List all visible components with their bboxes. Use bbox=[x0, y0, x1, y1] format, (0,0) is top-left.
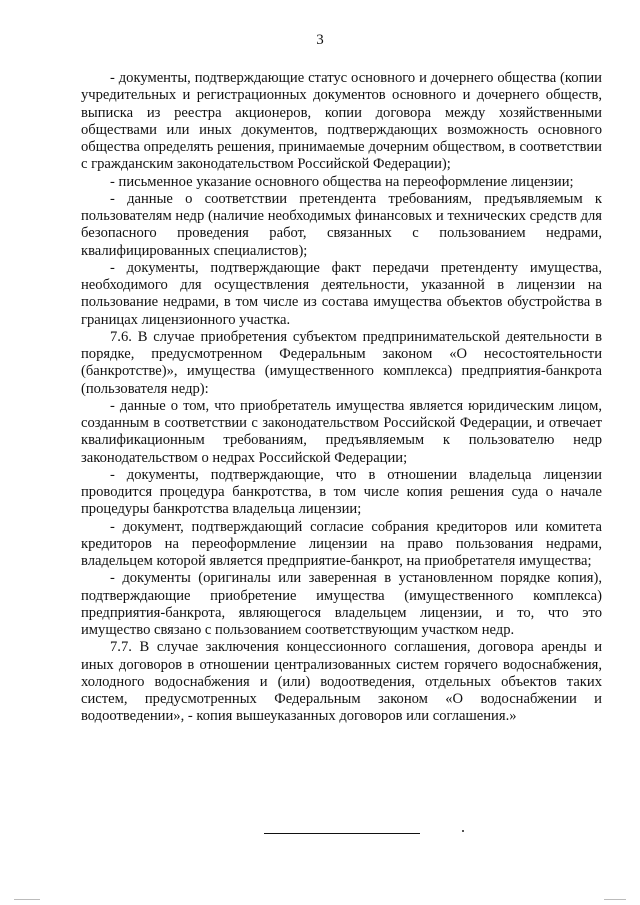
footer-divider-line bbox=[264, 833, 420, 834]
scan-edge-mark-left bbox=[14, 899, 40, 900]
paragraph-clause-7-7: 7.7. В случае заключения концессионного соглашения, договора аренды и иных договоров в отношении централизованных систем горячего водоснабжения, холодного водоснабжения и (или) водоотведения, отдельных объектов таких систем, предусмотренных Федеральным законом «О водоснабжении и водоотведении», - копия вышеуказанных договоров или соглашения.» bbox=[81, 639, 602, 725]
paragraph-acquirer-legal-entity: - данные о том, что приобретатель имущества является юридическим лицом, созданным в соответствии с законодательством Российской Федерации, и отвечает квалификационным требованиям, предъявляемым к пользователю недр законодательством о недрах Российской Федерации; bbox=[81, 397, 602, 466]
scan-edge-mark-right bbox=[604, 899, 626, 900]
paragraph-creditors-consent: - документ, подтверждающий согласие собрания кредиторов или комитета кредиторов на переоформление лицензии на право пользования недрами, владельцем которой является предприятие-банкрот, на приобретателя имущества; bbox=[81, 518, 602, 569]
scan-dot-mark bbox=[462, 830, 464, 832]
paragraph-applicant-requirements: - данные о соответствии претендента требованиям, предъявляемым к пользователям недр (наличие необходимых финансовых и технических средств для безопасного проведения работ, связанных с пользованием недрами, квалифицированных специалистов); bbox=[81, 190, 602, 259]
paragraph-bankruptcy-procedure: - документы, подтверждающие, что в отношении владельца лицензии проводится процедура банкротства, в том числе копия решения суда о начале процедуры банкротства владельца лицензии; bbox=[81, 466, 602, 518]
document-body bbox=[81, 70, 602, 726]
paragraph-clause-7-6: 7.6. В случае приобретения субъектом предпринимательской деятельности в порядке, предусмотренном Федеральным законом «О несостоятельности (банкротстве)», имущества (имущественного комплекса) предприятия-банкрота (пользователя недр): bbox=[81, 328, 602, 397]
paragraph-property-acquisition: - документы (оригиналы или заверенная в установленном порядке копия), подтверждающие приобретение имущества (имущественного комплекса) предприятия-банкрота, являющегося владельцем лицензии, и то, что это имущество связано с пользованием соответствующим участком недр. bbox=[81, 570, 602, 638]
page-number: 3 bbox=[316, 32, 324, 48]
paragraph-property-transfer-documents: - документы, подтверждающие факт передачи претенденту имущества, необходимого для осуществления деятельности, указанной в лицензии на пользование недрами, в том числе из состава имущества объектов обустройства в границах лицензионного участка. bbox=[81, 259, 602, 328]
paragraph-parent-instruction: - письменное указание основного общества на переоформление лицензии; bbox=[110, 173, 574, 190]
paragraph-subsidiary-status-documents: - документы, подтверждающие статус основного и дочернего общества (копии учредительных и регистрационных документов основного и дочернего обществ, выписка из реестра акционеров, копии договора между хозяйственными обществами или иных документов, подтверждающих возможность основного общества определять решения, принимаемые дочерним обществом, в соответствии с гражданским законодательством Российской Федерации); bbox=[81, 70, 602, 173]
